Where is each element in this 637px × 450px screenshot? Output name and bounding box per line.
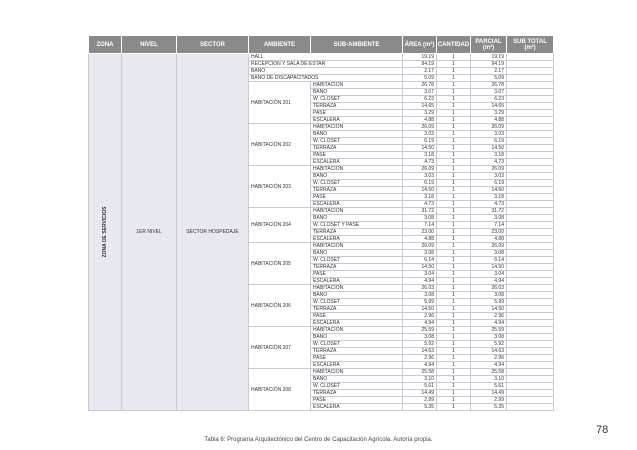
- sub-ambiente-cell: ESCALERA: [311, 404, 403, 411]
- cantidad-cell: 1: [437, 271, 471, 278]
- area-cell: 4.94: [403, 320, 437, 327]
- sub-ambiente-cell: HABITACIÓN: [311, 208, 403, 215]
- subtotal-cell: [507, 68, 554, 75]
- sub-ambiente-cell: BAÑO: [311, 292, 403, 299]
- parcial-cell: 14.50: [471, 145, 507, 152]
- cantidad-cell: 1: [437, 208, 471, 215]
- area-cell: 5.09: [403, 75, 437, 82]
- subtotal-cell: [507, 124, 554, 131]
- ambiente-cell: HABITACIÓN 205: [249, 243, 311, 285]
- cantidad-cell: 1: [437, 243, 471, 250]
- sub-ambiente-cell: HABITACIÓN: [311, 82, 403, 89]
- ambiente-cell: HALL: [249, 54, 403, 61]
- zona-cell: [89, 54, 122, 411]
- area-cell: 3.03: [403, 131, 437, 138]
- parcial-cell: 26.78: [471, 82, 507, 89]
- parcial-cell: 6.23: [471, 96, 507, 103]
- sub-ambiente-cell: TERRAZA: [311, 187, 403, 194]
- cantidad-cell: 1: [437, 376, 471, 383]
- sub-ambiente-cell: W. CLOSET: [311, 180, 403, 187]
- parcial-cell: 3.04: [471, 271, 507, 278]
- subtotal-cell: [507, 299, 554, 306]
- cantidad-cell: 1: [437, 278, 471, 285]
- parcial-cell: 3.08: [471, 250, 507, 257]
- sub-ambiente-cell: ESCALERA: [311, 236, 403, 243]
- page-number: 78: [596, 424, 609, 436]
- subtotal-cell: [507, 145, 554, 152]
- cantidad-cell: 1: [437, 362, 471, 369]
- parcial-cell: 3.18: [471, 152, 507, 159]
- sub-ambiente-cell: ESCALERA: [311, 159, 403, 166]
- table-row: [89, 54, 554, 61]
- subtotal-cell: [507, 397, 554, 404]
- parcial-cell: 14.50: [471, 187, 507, 194]
- subtotal-cell: [507, 383, 554, 390]
- parcial-cell: 3.10: [471, 376, 507, 383]
- subtotal-cell: [507, 390, 554, 397]
- cantidad-cell: 1: [437, 369, 471, 376]
- zona-label: ZONA DE SERVICIOS: [102, 206, 108, 258]
- subtotal-cell: [507, 404, 554, 411]
- area-cell: 25.58: [403, 369, 437, 376]
- area-cell: 5.99: [403, 299, 437, 306]
- sub-ambiente-cell: PASE: [311, 152, 403, 159]
- sub-ambiente-cell: ESCALERA: [311, 201, 403, 208]
- subtotal-cell: [507, 75, 554, 82]
- cantidad-cell: 1: [437, 89, 471, 96]
- area-cell: 4.73: [403, 159, 437, 166]
- subtotal-cell: [507, 222, 554, 229]
- area-cell: 14.65: [403, 103, 437, 110]
- cantidad-cell: 1: [437, 348, 471, 355]
- sub-ambiente-cell: BAÑO: [311, 89, 403, 96]
- area-cell: 6.19: [403, 180, 437, 187]
- header-row: [89, 36, 554, 54]
- area-cell: 14.50: [403, 264, 437, 271]
- sub-ambiente-cell: TERRAZA: [311, 348, 403, 355]
- cantidad-cell: 1: [437, 341, 471, 348]
- cantidad-cell: 1: [437, 75, 471, 82]
- sub-ambiente-cell: W. CLOSET: [311, 299, 403, 306]
- area-cell: 4.73: [403, 201, 437, 208]
- subtotal-cell: [507, 320, 554, 327]
- subtotal-cell: [507, 306, 554, 313]
- sub-ambiente-cell: TERRAZA: [311, 229, 403, 236]
- area-cell: 26.78: [403, 82, 437, 89]
- parcial-cell: 4.73: [471, 201, 507, 208]
- subtotal-cell: [507, 229, 554, 236]
- sub-ambiente-cell: PASE: [311, 110, 403, 117]
- sub-ambiente-cell: TERRAZA: [311, 103, 403, 110]
- area-cell: 4.88: [403, 236, 437, 243]
- cantidad-cell: 1: [437, 68, 471, 75]
- area-cell: 14.50: [403, 306, 437, 313]
- area-cell: 3.29: [403, 110, 437, 117]
- sub-ambiente-cell: W. CLOSET: [311, 383, 403, 390]
- parcial-cell: 23.00: [471, 229, 507, 236]
- ambiente-cell: HABITACIÓN 204: [249, 208, 311, 243]
- area-cell: 6.23: [403, 96, 437, 103]
- subtotal-cell: [507, 61, 554, 68]
- area-cell: 14.50: [403, 187, 437, 194]
- sub-ambiente-cell: BAÑO: [311, 215, 403, 222]
- area-cell: 6.19: [403, 138, 437, 145]
- parcial-cell: 3.08: [471, 334, 507, 341]
- subtotal-cell: [507, 327, 554, 334]
- parcial-cell: 7.14: [471, 222, 507, 229]
- area-cell: 14.49: [403, 390, 437, 397]
- parcial-cell: 6.19: [471, 180, 507, 187]
- parcial-cell: 3.08: [471, 292, 507, 299]
- cantidad-cell: 1: [437, 404, 471, 411]
- ambiente-cell: HABITACIÓN 202: [249, 124, 311, 166]
- area-cell: 23.00: [403, 229, 437, 236]
- ambiente-cell: RECEPCIÓN Y SALA DE ESTAR: [249, 61, 403, 68]
- parcial-cell: 4.88: [471, 236, 507, 243]
- area-cell: 3.03: [403, 173, 437, 180]
- area-cell: 94.19: [403, 61, 437, 68]
- area-cell: 6.14: [403, 257, 437, 264]
- parcial-cell: 26.09: [471, 243, 507, 250]
- ambiente-cell: HABITACIÓN 206: [249, 285, 311, 327]
- header-sector: SECTOR: [177, 36, 249, 54]
- area-cell: 26.09: [403, 124, 437, 131]
- subtotal-cell: [507, 215, 554, 222]
- cantidad-cell: 1: [437, 355, 471, 362]
- parcial-cell: 26.09: [471, 124, 507, 131]
- area-cell: 3.08: [403, 215, 437, 222]
- subtotal-cell: [507, 257, 554, 264]
- subtotal-cell: [507, 334, 554, 341]
- sub-ambiente-cell: HABITACIÓN: [311, 243, 403, 250]
- sub-ambiente-cell: W. CLOSET: [311, 138, 403, 145]
- ambiente-cell: HABITACIÓN 203: [249, 166, 311, 208]
- area-cell: 3.08: [403, 334, 437, 341]
- subtotal-cell: [507, 103, 554, 110]
- subtotal-cell: [507, 138, 554, 145]
- sub-ambiente-cell: BAÑO: [311, 250, 403, 257]
- parcial-cell: 14.50: [471, 264, 507, 271]
- subtotal-cell: [507, 243, 554, 250]
- subtotal-cell: [507, 194, 554, 201]
- parcial-cell: 3.07: [471, 89, 507, 96]
- parcial-cell: 14.50: [471, 306, 507, 313]
- subtotal-cell: [507, 131, 554, 138]
- area-cell: 3.18: [403, 152, 437, 159]
- header-nivel: NIVEL: [122, 36, 177, 54]
- cantidad-cell: 1: [437, 124, 471, 131]
- parcial-cell: 4.94: [471, 362, 507, 369]
- cantidad-cell: 1: [437, 145, 471, 152]
- subtotal-cell: [507, 348, 554, 355]
- parcial-cell: 5.99: [471, 299, 507, 306]
- header-ambiente: AMBIENTE: [249, 36, 311, 54]
- cantidad-cell: 1: [437, 173, 471, 180]
- header-cantidad: CANTIDAD: [437, 36, 471, 54]
- subtotal-cell: [507, 285, 554, 292]
- ambiente-cell: BAÑO DE DISCAPACITADOS: [249, 75, 403, 82]
- cantidad-cell: 1: [437, 264, 471, 271]
- program-table: [88, 35, 554, 411]
- area-cell: 25.59: [403, 327, 437, 334]
- cantidad-cell: 1: [437, 215, 471, 222]
- parcial-cell: 6.14: [471, 257, 507, 264]
- sub-ambiente-cell: ESCALERA: [311, 117, 403, 124]
- parcial-cell: 2.96: [471, 355, 507, 362]
- subtotal-cell: [507, 278, 554, 285]
- subtotal-cell: [507, 362, 554, 369]
- cantidad-cell: 1: [437, 152, 471, 159]
- parcial-cell: 3.08: [471, 215, 507, 222]
- subtotal-cell: [507, 355, 554, 362]
- header-zona: ZONA: [89, 36, 122, 54]
- parcial-cell: 14.65: [471, 103, 507, 110]
- area-cell: 2.96: [403, 313, 437, 320]
- subtotal-cell: [507, 180, 554, 187]
- ambiente-cell: HABITACIÓN 201: [249, 82, 311, 124]
- subtotal-cell: [507, 208, 554, 215]
- subtotal-cell: [507, 264, 554, 271]
- subtotal-cell: [507, 313, 554, 320]
- cantidad-cell: 1: [437, 327, 471, 334]
- area-cell: 2.17: [403, 68, 437, 75]
- sub-ambiente-cell: PASE: [311, 355, 403, 362]
- parcial-cell: 5.35: [471, 404, 507, 411]
- area-cell: 26.03: [403, 285, 437, 292]
- header-subtotal: SUB TOTAL (m²): [507, 36, 554, 54]
- parcial-cell: 3.18: [471, 194, 507, 201]
- sub-ambiente-cell: ESCALERA: [311, 320, 403, 327]
- sub-ambiente-cell: HABITACIÓN: [311, 369, 403, 376]
- area-cell: 3.08: [403, 292, 437, 299]
- area-cell: 26.09: [403, 243, 437, 250]
- cantidad-cell: 1: [437, 194, 471, 201]
- ambiente-cell: HABITACIÓN 208: [249, 369, 311, 411]
- sub-ambiente-cell: HABITACIÓN: [311, 166, 403, 173]
- area-cell: 7.14: [403, 222, 437, 229]
- table-caption: Tabla 6: Programa Arquitectónico del Centro de Capacitación Agrícola. Autoría propia.: [204, 437, 433, 443]
- cantidad-cell: 1: [437, 306, 471, 313]
- cantidad-cell: 1: [437, 96, 471, 103]
- parcial-cell: 4.88: [471, 117, 507, 124]
- parcial-cell: 5.92: [471, 341, 507, 348]
- cantidad-cell: 1: [437, 257, 471, 264]
- subtotal-cell: [507, 89, 554, 96]
- cantidad-cell: 1: [437, 110, 471, 117]
- sub-ambiente-cell: W. CLOSET Y PASE: [311, 222, 403, 229]
- sub-ambiente-cell: BAÑO: [311, 334, 403, 341]
- parcial-cell: 2.17: [471, 68, 507, 75]
- table-body: [89, 54, 554, 411]
- area-cell: 26.09: [403, 166, 437, 173]
- sub-ambiente-cell: TERRAZA: [311, 145, 403, 152]
- parcial-cell: 19.19: [471, 54, 507, 61]
- parcial-cell: 4.73: [471, 159, 507, 166]
- sub-ambiente-cell: HABITACIÓN: [311, 327, 403, 334]
- header-sub-ambiente: SUB-AMBIENTE: [311, 36, 403, 54]
- subtotal-cell: [507, 341, 554, 348]
- cantidad-cell: 1: [437, 320, 471, 327]
- subtotal-cell: [507, 201, 554, 208]
- subtotal-cell: [507, 250, 554, 257]
- parcial-cell: 25.58: [471, 369, 507, 376]
- sub-ambiente-cell: W. CLOSET: [311, 96, 403, 103]
- cantidad-cell: 1: [437, 236, 471, 243]
- parcial-cell: 2.99: [471, 397, 507, 404]
- cantidad-cell: 1: [437, 285, 471, 292]
- cantidad-cell: 1: [437, 250, 471, 257]
- cantidad-cell: 1: [437, 390, 471, 397]
- cantidad-cell: 1: [437, 201, 471, 208]
- cantidad-cell: 1: [437, 222, 471, 229]
- subtotal-cell: [507, 173, 554, 180]
- nivel-cell: 1ER NIVEL: [122, 54, 177, 411]
- parcial-cell: 5.61: [471, 383, 507, 390]
- area-cell: 5.61: [403, 383, 437, 390]
- parcial-cell: 5.09: [471, 75, 507, 82]
- cantidad-cell: 1: [437, 82, 471, 89]
- subtotal-cell: [507, 166, 554, 173]
- parcial-cell: 3.29: [471, 110, 507, 117]
- subtotal-cell: [507, 376, 554, 383]
- cantidad-cell: 1: [437, 229, 471, 236]
- cantidad-cell: 1: [437, 54, 471, 61]
- subtotal-cell: [507, 236, 554, 243]
- sub-ambiente-cell: TERRAZA: [311, 306, 403, 313]
- sub-ambiente-cell: ESCALERA: [311, 362, 403, 369]
- cantidad-cell: 1: [437, 138, 471, 145]
- parcial-cell: 4.94: [471, 320, 507, 327]
- cantidad-cell: 1: [437, 61, 471, 68]
- sub-ambiente-cell: PASE: [311, 271, 403, 278]
- area-cell: 2.99: [403, 397, 437, 404]
- cantidad-cell: 1: [437, 131, 471, 138]
- cantidad-cell: 1: [437, 117, 471, 124]
- area-cell: 3.10: [403, 376, 437, 383]
- parcial-cell: 25.59: [471, 327, 507, 334]
- sub-ambiente-cell: PASE: [311, 194, 403, 201]
- sector-cell: SECTOR HOSPEDAJE: [177, 54, 249, 411]
- subtotal-cell: [507, 369, 554, 376]
- cantidad-cell: 1: [437, 180, 471, 187]
- sub-ambiente-cell: W. CLOSET: [311, 257, 403, 264]
- parcial-cell: 14.49: [471, 390, 507, 397]
- area-cell: 14.63: [403, 348, 437, 355]
- sub-ambiente-cell: BAÑO: [311, 376, 403, 383]
- cantidad-cell: 1: [437, 159, 471, 166]
- parcial-cell: 4.94: [471, 278, 507, 285]
- ambiente-cell: BAÑO: [249, 68, 403, 75]
- parcial-cell: 94.19: [471, 61, 507, 68]
- cantidad-cell: 1: [437, 103, 471, 110]
- subtotal-cell: [507, 159, 554, 166]
- cantidad-cell: 1: [437, 313, 471, 320]
- cantidad-cell: 1: [437, 397, 471, 404]
- parcial-cell: 26.09: [471, 166, 507, 173]
- subtotal-cell: [507, 152, 554, 159]
- sub-ambiente-cell: BAÑO: [311, 131, 403, 138]
- area-cell: 4.94: [403, 278, 437, 285]
- sub-ambiente-cell: HABITACIÓN: [311, 124, 403, 131]
- sub-ambiente-cell: HABITACIÓN: [311, 285, 403, 292]
- subtotal-cell: [507, 82, 554, 89]
- area-cell: 3.08: [403, 250, 437, 257]
- subtotal-cell: [507, 271, 554, 278]
- sub-ambiente-cell: TERRAZA: [311, 264, 403, 271]
- sub-ambiente-cell: BAÑO: [311, 173, 403, 180]
- subtotal-cell: [507, 187, 554, 194]
- area-cell: 5.92: [403, 341, 437, 348]
- area-cell: 2.96: [403, 355, 437, 362]
- sub-ambiente-cell: W. CLOSET: [311, 341, 403, 348]
- cantidad-cell: 1: [437, 187, 471, 194]
- cantidad-cell: 1: [437, 166, 471, 173]
- subtotal-cell: [507, 54, 554, 61]
- subtotal-cell: [507, 110, 554, 117]
- area-cell: 31.72: [403, 208, 437, 215]
- parcial-cell: 14.63: [471, 348, 507, 355]
- cantidad-cell: 1: [437, 299, 471, 306]
- parcial-cell: 31.72: [471, 208, 507, 215]
- area-cell: 3.07: [403, 89, 437, 96]
- area-cell: 3.04: [403, 271, 437, 278]
- sub-ambiente-cell: PASE: [311, 313, 403, 320]
- sub-ambiente-cell: PASE: [311, 397, 403, 404]
- subtotal-cell: [507, 96, 554, 103]
- subtotal-cell: [507, 117, 554, 124]
- cantidad-cell: 1: [437, 383, 471, 390]
- area-cell: 4.88: [403, 117, 437, 124]
- area-cell: 19.19: [403, 54, 437, 61]
- header-parcial: PARCIAL (m²): [471, 36, 507, 54]
- parcial-cell: 26.03: [471, 285, 507, 292]
- sub-ambiente-cell: TERRAZA: [311, 390, 403, 397]
- parcial-cell: 3.03: [471, 131, 507, 138]
- header-area: ÁREA (m²): [403, 36, 437, 54]
- parcial-cell: 2.96: [471, 313, 507, 320]
- parcial-cell: 3.03: [471, 173, 507, 180]
- cantidad-cell: 1: [437, 292, 471, 299]
- subtotal-cell: [507, 292, 554, 299]
- ambiente-cell: HABITACIÓN 207: [249, 327, 311, 369]
- parcial-cell: 6.19: [471, 138, 507, 145]
- area-cell: 14.50: [403, 145, 437, 152]
- area-cell: 5.35: [403, 404, 437, 411]
- sub-ambiente-cell: ESCALERA: [311, 278, 403, 285]
- cantidad-cell: 1: [437, 334, 471, 341]
- area-cell: 4.94: [403, 362, 437, 369]
- area-cell: 3.18: [403, 194, 437, 201]
